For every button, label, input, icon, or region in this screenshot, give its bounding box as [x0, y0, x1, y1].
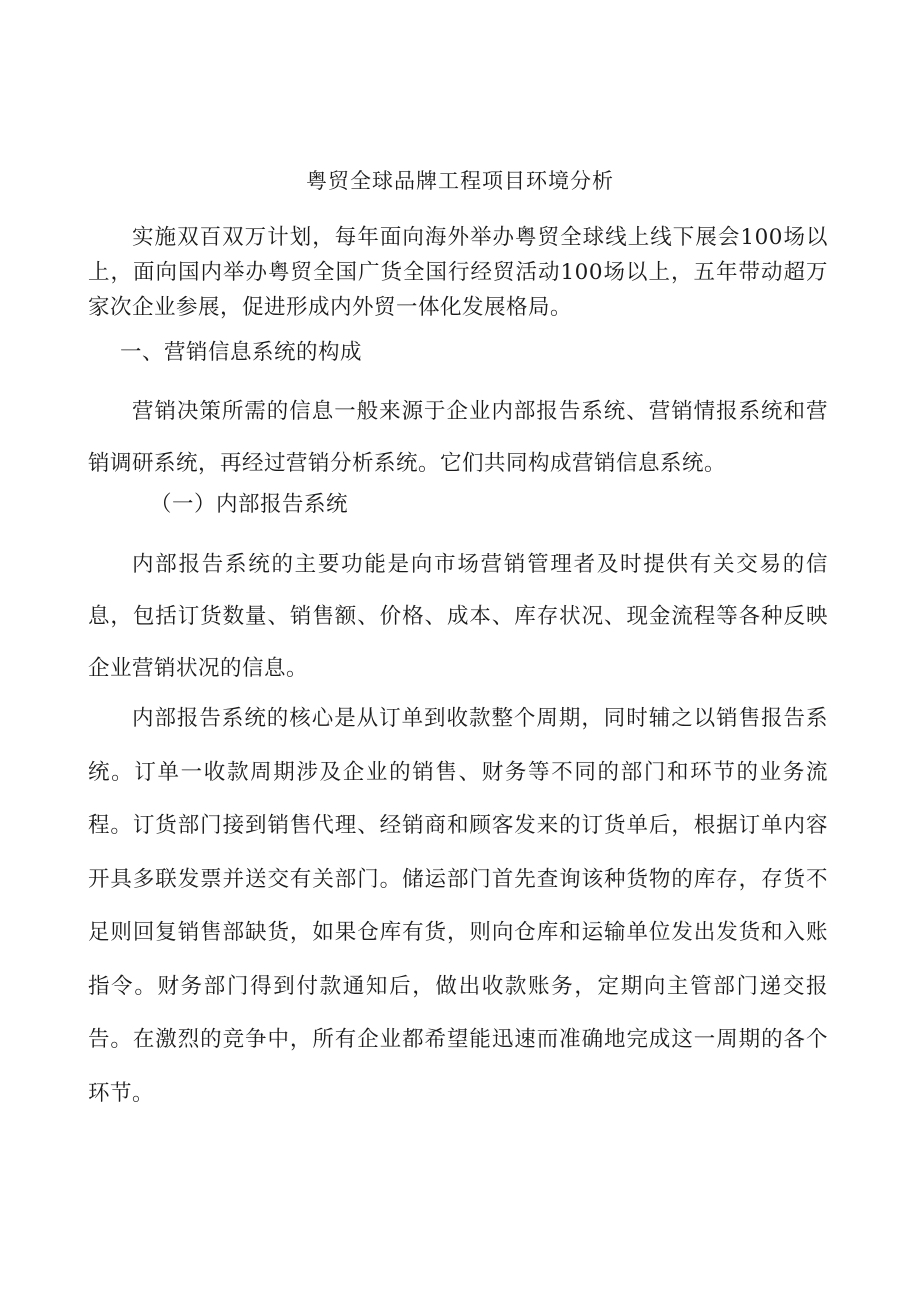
intro-paragraph: 实施双百双万计划，每年面向海外举办粤贸全球线上线下展会100场以上，面向国内举办粤贸全国广货全国行经贸活动100场以上，五年带动超万家次企业参展，促进形成内外贸一体化发展格局。 [88, 225, 828, 320]
document-title: 粤贸全球品牌工程项目环境分析 [306, 169, 614, 193]
subsection-paragraph-2: 内部报告系统的核心是从订单到收款整个周期，同时辅之以销售报告系统。订单一收款周期涉及企业的销售、财务等不同的部门和环节的业务流程。订货部门接到销售代理、经销商和顾客发来的订货单后，根据订单内容开具多联发票并送交有关部门。储运部门首先查询该种货物的库存，存货不足则回复销售部缺货，如果仓库有货，则向仓库和运输单位发出发货和入账指令。财务部门得到付款通知后，做出收款账务，定期向主管部门递交报告。在激烈的竞争中，所有企业都希望能迅速而准确地完成这一周期的各个环节。 [88, 706, 828, 1106]
subsection-heading: （一）内部报告系统 [150, 492, 349, 517]
section-heading: 一、营销信息系统的构成 [120, 340, 363, 365]
section-paragraph: 营销决策所需的信息一般来源于企业内部报告系统、营销情报系统和营销调研系统，再经过营销分析系统。它们共同构成营销信息系统。 [88, 399, 828, 476]
subsection-paragraph-1: 内部报告系统的主要功能是向市场营销管理者及时提供有关交易的信息，包括订货数量、销售额、价格、成本、库存状况、现金流程等各种反映企业营销状况的信息。 [88, 552, 828, 681]
